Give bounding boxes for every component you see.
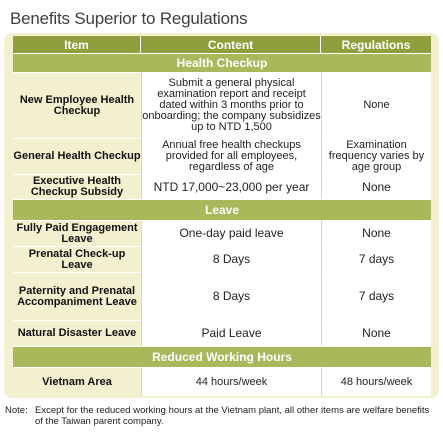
section-title: Health Checkup: [13, 53, 431, 72]
row-content: 8 Days: [141, 272, 321, 320]
row-item: Fully Paid Engagement Leave: [13, 220, 141, 246]
section-title: Leave: [13, 199, 431, 220]
header-regulations: Regulations: [321, 36, 431, 53]
header-content: Content: [141, 36, 321, 53]
table-row: [13, 367, 431, 396]
table-row: [13, 246, 431, 272]
table-row: [13, 174, 431, 199]
section-row-reduced-working-hours: [13, 346, 431, 367]
row-item: Vietnam Area: [13, 367, 141, 396]
table-row: [13, 320, 431, 346]
footnote-label: Note:: [5, 405, 28, 416]
row-regulations: None: [321, 72, 431, 138]
row-item: Executive Health Checkup Subsidy: [13, 174, 141, 199]
row-content: Submit a general physical examination report and receipt dated within 3 months prior to onboarding; the company subsidizes up to NTD 1,500: [141, 72, 321, 138]
row-content: One-day paid leave: [141, 220, 321, 246]
row-item: Prenatal Check-up Leave: [13, 246, 141, 272]
row-content: Annual free health checkups provided for all employees, regardless of age: [141, 138, 321, 174]
row-regulations: 7 days: [321, 272, 431, 320]
table-row: [13, 272, 431, 320]
table-row: [13, 72, 431, 138]
row-regulations: None: [321, 220, 431, 246]
section-row-health-checkup: [13, 53, 431, 72]
page-title: Benefits Superior to Regulations: [10, 9, 248, 28]
table-header-row: [13, 36, 431, 53]
row-item: Natural Disaster Leave: [13, 320, 141, 346]
row-regulations: None: [321, 174, 431, 199]
row-item: New Employee Health Checkup: [13, 72, 141, 138]
row-regulations: 7 days: [321, 246, 431, 272]
row-content: Paid Leave: [141, 320, 321, 346]
table-row: [13, 138, 431, 174]
row-regulations: None: [321, 320, 431, 346]
table-row: [13, 220, 431, 246]
section-title: Reduced Working Hours: [13, 346, 431, 367]
row-item: General Health Checkup: [13, 138, 141, 174]
footnote-text: Except for the reduced working hours at the Vietnam plant, all other items are welfare benefits of the Taiwan parent company.: [35, 405, 430, 427]
row-regulations: Examination frequency varies by age group: [321, 138, 431, 174]
row-regulations: 48 hours/week: [321, 367, 431, 396]
section-row-leave: [13, 199, 431, 220]
row-content: NTD 17,000~23,000 per year: [141, 174, 321, 199]
row-content: 8 Days: [141, 246, 321, 272]
row-content: 44 hours/week: [141, 367, 321, 396]
benefits-table: [13, 36, 431, 396]
row-item: Paternity and Prenatal Accompaniment Leave: [13, 272, 141, 320]
footnote: [5, 405, 437, 427]
header-item: Item: [13, 36, 141, 53]
